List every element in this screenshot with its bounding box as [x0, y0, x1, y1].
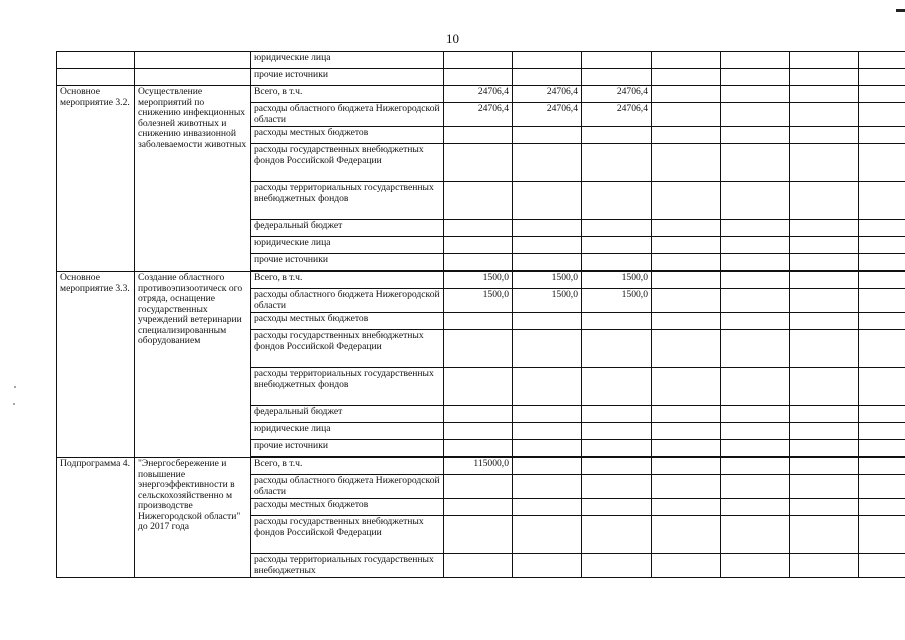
budget-table — [56, 51, 905, 578]
source-cell: федеральный бюджет — [251, 406, 444, 423]
activity-name: Создание областного противоэпизоотическ ого отряда, оснащение государственных учреждений ветеринарии специализированным оборудованием — [135, 272, 251, 458]
source-cell: расходы местных бюджетов — [251, 313, 444, 330]
page-number: 10 — [446, 31, 459, 46]
activity-code: Основное мероприятие 3.3. — [57, 272, 135, 458]
value-cell: 1500,0 — [582, 272, 652, 289]
value-cell: 24706,4 — [444, 103, 513, 127]
activity-name: Осуществление мероприятий по снижению инфекционных болезней животных и снижению инвазионной заболеваемости животных — [135, 86, 251, 272]
scan-speck — [13, 403, 15, 405]
source-cell: расходы территориальных государственных внебюджетных фондов — [251, 182, 444, 220]
value-cell: 24706,4 — [444, 86, 513, 103]
code-cell — [57, 69, 135, 86]
table-row — [57, 52, 905, 69]
source-cell: расходы территориальных государственных внебюджетных — [251, 554, 444, 578]
source-cell: расходы местных бюджетов — [251, 127, 444, 144]
name-cell — [135, 52, 251, 69]
table-row — [57, 69, 905, 86]
source-cell: юридические лица — [251, 423, 444, 440]
source-cell: расходы областного бюджета Нижегородской области — [251, 475, 444, 499]
source-cell: Всего, в т.ч. — [251, 86, 444, 103]
table-row — [57, 272, 905, 289]
source-cell: расходы государственных внебюджетных фондов Российской Федерации — [251, 330, 444, 368]
source-cell: расходы территориальных государственных внебюджетных фондов — [251, 368, 444, 406]
scan-speck — [14, 386, 16, 388]
table-row — [57, 86, 905, 103]
source-cell: прочие источники — [251, 440, 444, 457]
scan-mark — [896, 9, 905, 12]
value-cell: 1500,0 — [513, 272, 582, 289]
value-cell: 1500,0 — [582, 289, 652, 313]
value-cell: 115000,0 — [444, 458, 513, 475]
source-cell: Всего, в т.ч. — [251, 272, 444, 289]
value-cell: 24706,4 — [582, 86, 652, 103]
value-cell: 24706,4 — [513, 86, 582, 103]
source-cell: расходы областного бюджета Нижегородской области — [251, 103, 444, 127]
value-cell: 24706,4 — [513, 103, 582, 127]
value-cell: 1500,0 — [444, 272, 513, 289]
activity-code: Подпрограмма 4. — [57, 458, 135, 578]
source-cell: юридические лица — [251, 52, 444, 69]
source-cell: расходы местных бюджетов — [251, 499, 444, 516]
value-cell: 1500,0 — [513, 289, 582, 313]
activity-code: Основное мероприятие 3.2. — [57, 86, 135, 272]
source-cell: федеральный бюджет — [251, 220, 444, 237]
source-cell: юридические лица — [251, 237, 444, 254]
value-cell: 24706,4 — [582, 103, 652, 127]
source-cell: расходы областного бюджета Нижегородской области — [251, 289, 444, 313]
source-cell: расходы государственных внебюджетных фондов Российской Федерации — [251, 516, 444, 554]
table-row — [57, 458, 905, 475]
source-cell: прочие источники — [251, 254, 444, 271]
source-cell: Всего, в т.ч. — [251, 458, 444, 475]
name-cell — [135, 69, 251, 86]
code-cell — [57, 52, 135, 69]
activity-name: "Энергосбережение и повышение энергоэффективности в сельскохозяйственно м производстве Нижегородской области" до 2017 года — [135, 458, 251, 578]
source-cell: расходы государственных внебюджетных фондов Российской Федерации — [251, 144, 444, 182]
source-cell: прочие источники — [251, 69, 444, 86]
value-cell: 1500,0 — [444, 289, 513, 313]
